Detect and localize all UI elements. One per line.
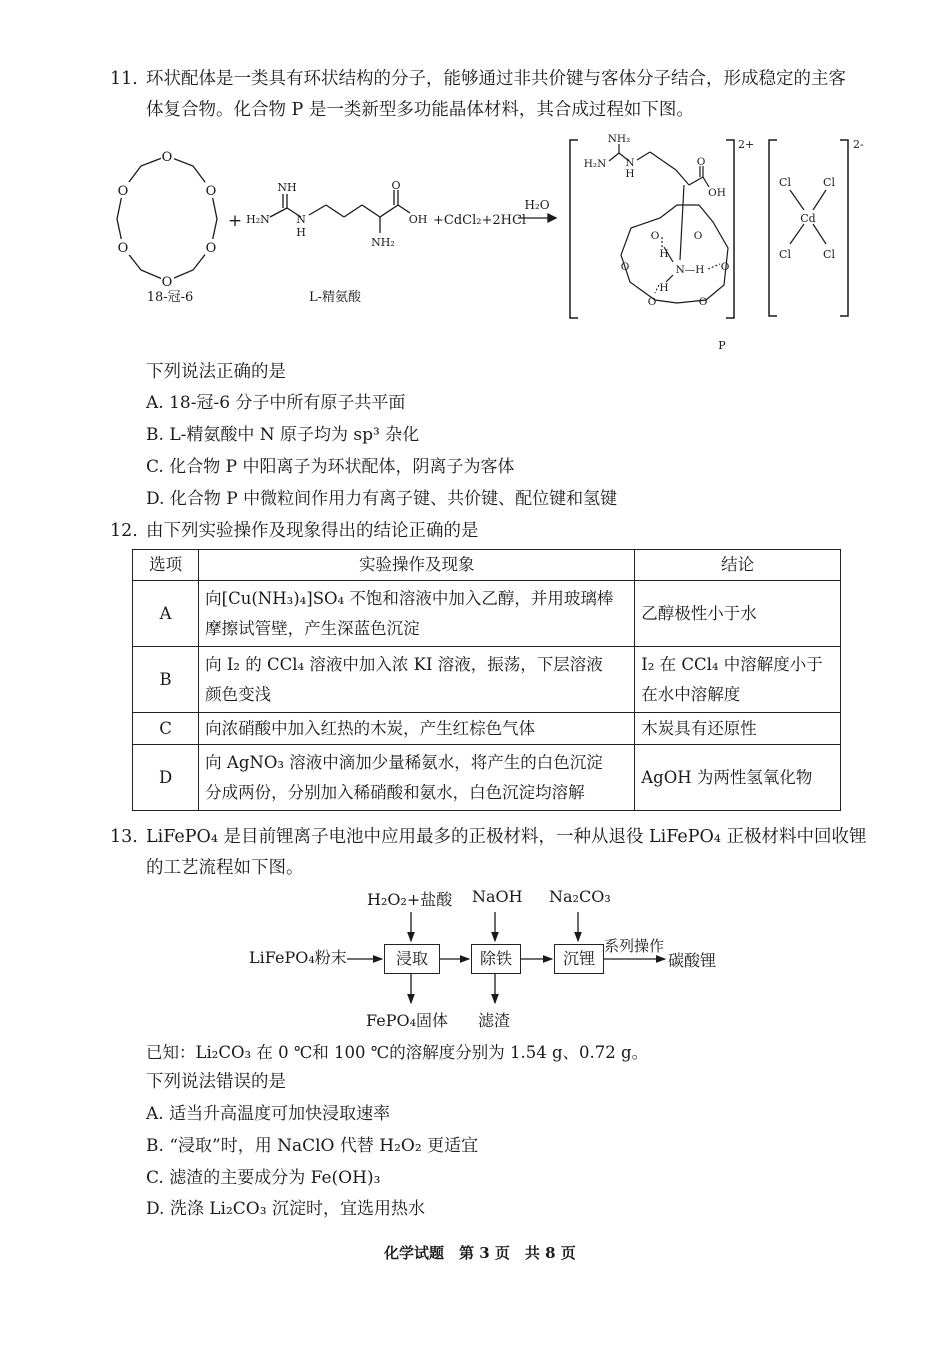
q13-known-info: 已知：Li₂CO₃ 在 0 ℃和 100 ℃的溶解度分别为 1.54 g、0.72 g。 bbox=[146, 1043, 649, 1062]
q13-option-a bbox=[146, 1100, 390, 1128]
crown-o-6: O bbox=[117, 184, 129, 199]
p-ring-o6: O bbox=[698, 296, 708, 308]
operation-line: 向 I₂ 的 CCl₄ 溶液中加入浓 KI 溶液，振荡，下层溶液 bbox=[205, 654, 603, 674]
p-n: N bbox=[625, 157, 635, 169]
p-ring-o3: O bbox=[620, 261, 630, 273]
option-key: C. bbox=[146, 457, 164, 477]
product-label: P bbox=[718, 339, 726, 352]
p-oh: OH bbox=[708, 187, 726, 199]
step-leaching-box: 浸取 bbox=[384, 944, 440, 974]
output-fepo4: FePO₄固体 bbox=[366, 1011, 448, 1030]
p-ring-o2: O bbox=[693, 230, 703, 242]
q13-number: 13. bbox=[110, 827, 138, 847]
operation-line: 向[Cu(NH₃)₄]SO₄ 不饱和溶液中加入乙醇，并用玻璃棒 bbox=[205, 588, 614, 608]
conclusion-line: I₂ 在 CCl₄ 中溶解度小于 bbox=[641, 654, 823, 674]
q11-prompt: 下列说法正确的是 bbox=[146, 362, 286, 382]
row-operation bbox=[199, 647, 635, 713]
crown-o-2: O bbox=[205, 184, 217, 199]
option-text: 18-冠-6 分子中所有原子共平面 bbox=[169, 393, 406, 413]
row-conclusion: 木炭具有还原性 bbox=[635, 713, 841, 745]
table-header-row bbox=[133, 550, 841, 581]
p-h-2: H bbox=[659, 282, 669, 294]
crown-o-5: O bbox=[117, 241, 129, 256]
p-ring-o4: O bbox=[720, 261, 730, 273]
crown-o-1: O bbox=[161, 150, 173, 165]
reagent-na2co3: Na₂CO₃ bbox=[549, 887, 611, 906]
reagent-h2o2-hcl: H₂O₂+盐酸 bbox=[367, 890, 453, 909]
option-key: A. bbox=[146, 393, 164, 413]
cl-3: Cl bbox=[779, 248, 791, 261]
option-key: D. bbox=[146, 1199, 165, 1219]
option-key: A. bbox=[146, 1104, 164, 1124]
row-conclusion bbox=[635, 647, 841, 713]
crown-o-3: O bbox=[205, 241, 217, 256]
series-operations: 系列操作 bbox=[604, 937, 665, 955]
q11-stem-line2: 体复合物。化合物 P 是一类新型多功能晶体材料，其合成过程如下图。 bbox=[146, 100, 694, 120]
header-operation: 实验操作及现象 bbox=[199, 550, 635, 581]
p-nh2: NH₂ bbox=[607, 133, 631, 145]
reagents: +CdCl₂+2HCl bbox=[433, 213, 527, 228]
product-li2co3: 碳酸锂 bbox=[668, 951, 717, 970]
crown-label: 18-冠-6 bbox=[146, 290, 194, 305]
crown-o-4: O bbox=[161, 275, 173, 290]
q13-option-d bbox=[146, 1195, 425, 1223]
operation-line: 摩擦试管壁，产生深蓝色沉淀 bbox=[205, 618, 420, 638]
cl-2: Cl bbox=[823, 176, 835, 189]
synthesis-scheme bbox=[0, 0, 950, 360]
arg-nh2: NH₂ bbox=[371, 236, 395, 249]
option-text: 化合物 P 中阳离子为环状配体，阴离子为客体 bbox=[169, 457, 515, 477]
option-key: B. bbox=[146, 1136, 164, 1156]
arg-oh: OH bbox=[408, 213, 428, 226]
conclusion-line: 在水中溶解度 bbox=[641, 684, 741, 704]
option-text: “浸取”时，用 NaClO 代替 H₂O₂ 更适宜 bbox=[169, 1136, 479, 1156]
q11-option-c bbox=[146, 453, 514, 481]
step-iron-removal-box: 除铁 bbox=[471, 944, 521, 974]
option-text: 滤渣的主要成分为 Fe(OH)₃ bbox=[169, 1168, 381, 1188]
anion-bracket bbox=[769, 140, 848, 316]
table-row bbox=[133, 647, 841, 713]
q12-stem: 由下列实验操作及现象得出的结论正确的是 bbox=[146, 521, 479, 541]
q11-number: 11. bbox=[110, 69, 138, 89]
arg-n: N bbox=[296, 213, 306, 226]
row-operation bbox=[199, 745, 635, 811]
row-option: A bbox=[133, 581, 199, 647]
p-nh-center: N—H bbox=[675, 264, 705, 276]
cd: Cd bbox=[800, 212, 816, 225]
experiment-table bbox=[132, 549, 841, 811]
p-ring-o5: O bbox=[647, 296, 657, 308]
arg-o: O bbox=[391, 179, 401, 192]
table-row bbox=[133, 745, 841, 811]
option-text: 适当升高温度可加快浸取速率 bbox=[169, 1104, 391, 1124]
q11-option-a bbox=[146, 389, 405, 417]
row-conclusion: 乙醇极性小于水 bbox=[635, 581, 841, 647]
option-text: L-精氨酸中 N 原子均为 sp³ 杂化 bbox=[169, 425, 420, 445]
operation-line: 分成两份，分别加入稀硝酸和氨水，白色沉淀均溶解 bbox=[205, 782, 585, 802]
header-conclusion: 结论 bbox=[635, 550, 841, 581]
row-conclusion: AgOH 为两性氢氧化物 bbox=[635, 745, 841, 811]
q11-option-b bbox=[146, 421, 419, 449]
row-option: C bbox=[133, 713, 199, 745]
q13-option-b bbox=[146, 1132, 478, 1160]
option-key: C. bbox=[146, 1168, 164, 1188]
table-row bbox=[133, 713, 841, 745]
step-lithium-precipitation-box: 沉锂 bbox=[554, 944, 604, 974]
q13-stem-line1: LiFePO₄ 是目前锂离子电池中应用最多的正极材料，一种从退役 LiFePO₄ 正极材料中回收锂 bbox=[146, 827, 867, 847]
q11-option-d bbox=[146, 485, 617, 513]
row-operation: 向浓硝酸中加入红热的木炭，产生红棕色气体 bbox=[199, 713, 635, 745]
cl-1: Cl bbox=[779, 176, 791, 189]
arginine-structure bbox=[270, 190, 410, 233]
cation-charge: 2+ bbox=[738, 138, 755, 151]
operation-line: 颜色变浅 bbox=[205, 684, 272, 704]
q11-stem-line1: 环状配体是一类具有环状结构的分子，能够通过非共价键与客体分子结合，形成稳定的主客 bbox=[146, 69, 846, 89]
option-text: 化合物 P 中微粒间作用力有离子键、共价键、配位键和氢键 bbox=[169, 489, 618, 509]
operation-line: 向 AgNO₃ 溶液中滴加少量稀氨水，将产生的白色沉淀 bbox=[205, 752, 603, 772]
p-h-1: H bbox=[659, 248, 669, 260]
output-filter-residue: 滤渣 bbox=[478, 1011, 511, 1030]
arg-nh: NH bbox=[277, 181, 297, 194]
p-ring-o1: O bbox=[650, 230, 660, 242]
arginine-label: L-精氨酸 bbox=[308, 290, 362, 305]
row-option: D bbox=[133, 745, 199, 811]
reagent-naoh: NaOH bbox=[472, 887, 523, 906]
q12-number: 12. bbox=[110, 521, 138, 541]
row-operation bbox=[199, 581, 635, 647]
water-label: H₂O bbox=[524, 198, 550, 212]
p-n-h: H bbox=[625, 168, 635, 180]
p-o: O bbox=[696, 156, 706, 168]
page-footer: 化学试题 第 3 页 共 8 页 bbox=[384, 1244, 576, 1262]
start-material: LiFePO₄粉末 bbox=[249, 948, 347, 967]
p-h2n: H₂N bbox=[583, 158, 607, 170]
q13-option-c bbox=[146, 1164, 380, 1192]
q13-stem-line2: 的工艺流程如下图。 bbox=[146, 858, 304, 878]
cl-4: Cl bbox=[823, 248, 835, 261]
plus-sign: + bbox=[227, 211, 243, 231]
table-row bbox=[133, 581, 841, 647]
option-key: D. bbox=[146, 489, 165, 509]
row-option: B bbox=[133, 647, 199, 713]
q13-prompt: 下列说法错误的是 bbox=[146, 1072, 286, 1092]
crown-ether-structure bbox=[117, 156, 217, 281]
anion-charge: 2- bbox=[853, 138, 864, 151]
arg-n-h: H bbox=[296, 226, 306, 239]
option-text: 洗涤 Li₂CO₃ 沉淀时，宜选用热水 bbox=[169, 1199, 425, 1219]
arg-h2n: H₂N bbox=[246, 213, 270, 226]
header-option: 选项 bbox=[133, 550, 199, 581]
option-key: B. bbox=[146, 425, 164, 445]
